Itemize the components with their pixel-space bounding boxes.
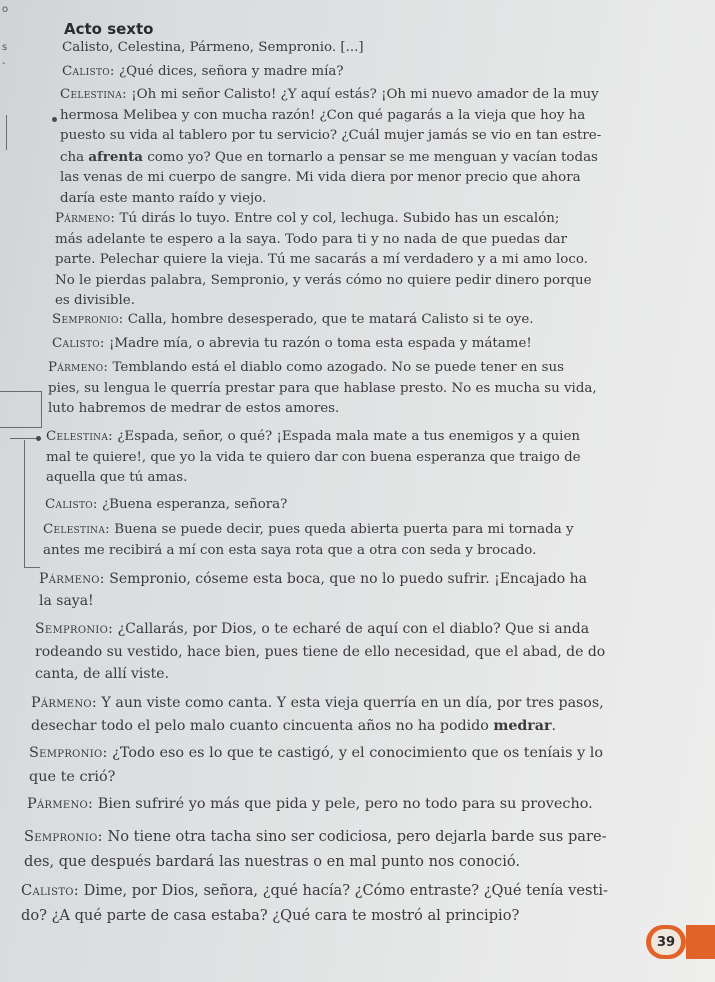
dialogue-parmeno: Pármeno: Temblando está el diablo como azogado. No se puede tener en sus pies, su lengua le querría prestar para que hablase presto. No es mucha su vida, luto habremos de medrar de estos amores.	[48, 360, 597, 417]
dialogue-calisto: Calisto: Dime, por Dios, señora, ¿qué hacía? ¿Cómo entraste? ¿Qué tenía vesti- do? ¿A qué parte de casa estaba? ¿Qué cara te mostró al principio?	[21, 882, 608, 924]
dialogue-sempronio: Sempronio: ¿Todo eso es lo que te castigó, y el conocimiento que os teníais y lo que te crió?	[29, 745, 604, 785]
page-number: 39	[651, 929, 681, 955]
edge-mark: -	[2, 58, 6, 69]
margin-line	[0, 427, 42, 428]
margin-line	[0, 391, 42, 392]
dialogue-sempronio: Sempronio: No tiene otra tacha sino ser codiciosa, pero dejarla barde sus pare- des, que después bardará las nuestras o en mal punto nos conoció.	[24, 828, 607, 870]
dialogue-parmeno: Pármeno: Tú dirás lo tuyo. Entre col y col, lechuga. Subido has un escalón; más adelante te espero a la saya. Todo para ti y no nada de que puedas dar parte. Pelechar quiere la vieja. Tú me sacarás a mí verdadero y a mi amo loco. No le pierdas palabra, Sempronio, y verás cómo no quiere pedir dinero porque es divisible.	[55, 211, 592, 309]
page-number-tab	[686, 925, 715, 959]
margin-dot	[36, 436, 41, 441]
margin-line	[24, 567, 40, 568]
dialogue-calisto: Calisto: ¡Madre mía, o abrevia tu razón o toma esta espada y mátame!	[52, 336, 532, 351]
dialogue-parmeno: Pármeno: Bien sufriré yo más que pida y pele, pero no todo para su provecho.	[27, 796, 593, 812]
margin-line	[41, 391, 42, 427]
edge-mark: s	[2, 42, 8, 53]
margin-line	[10, 438, 38, 439]
margin-dot	[52, 117, 57, 122]
cast-list: Calisto, Celestina, Pármeno, Sempronio. [...]	[62, 40, 364, 55]
dialogue-celestina: Celestina: ¿Espada, señor, o qué? ¡Espada mala mate a tus enemigos y a quien mal te quiere!, que yo la vida te quiero dar con buena esperanza que traigo de aquella que tú amas.	[46, 429, 581, 486]
edge-mark: o	[2, 4, 9, 15]
dialogue-parmeno: Pármeno: Sempronio, cóseme esta boca, que no lo puedo sufrir. ¡Encajado ha la saya!	[39, 571, 588, 609]
dialogue-calisto: Calisto: ¿Buena esperanza, señora?	[45, 497, 288, 512]
dialogue-celestina: Celestina: Buena se puede decir, pues queda abierta puerta para mi tornada y antes me recibirá a mí con esta saya rota que a otra con seda y brocado.	[43, 522, 574, 558]
dialogue-calisto: Calisto: ¿Qué dices, señora y madre mía?	[62, 64, 344, 79]
dialogue-parmeno: Pármeno: Y aun viste como canta. Y esta vieja querría en un día, por tres pasos, desechar todo el pelo malo cuanto cincuenta años no ha podido medrar.	[31, 695, 604, 734]
dialogue-sempronio: Sempronio: Calla, hombre desesperado, que te matará Calisto si te oye.	[52, 312, 534, 327]
dialogue-celestina: Celestina: ¡Oh mi señor Calisto! ¿Y aquí estás? ¡Oh mi nuevo amador de la muy hermosa Melibea y con mucha razón! ¿Con qué pagarás a la vieja que hoy ha puesto su vida al tablero por tu servicio? ¿Cuál mujer jamás se vio en tan estre- cha afrenta como yo? Que en tornarlo a pensar se me menguan y vacían todas las venas de mi cuerpo de sangre. Mi vida diera por menor precio que ahora daría este manto raído y viejo.	[60, 87, 602, 206]
page-number-badge	[646, 925, 686, 959]
margin-line	[24, 440, 25, 567]
section-title: Acto sexto	[64, 20, 154, 38]
margin-line	[6, 115, 7, 150]
dialogue-sempronio: Sempronio: ¿Callarás, por Dios, o te echaré de aquí con el diablo? Que si anda rodeando su vestido, hace bien, pues tiene de ello necesidad, que el abad, de do canta, de allí viste.	[35, 621, 606, 682]
